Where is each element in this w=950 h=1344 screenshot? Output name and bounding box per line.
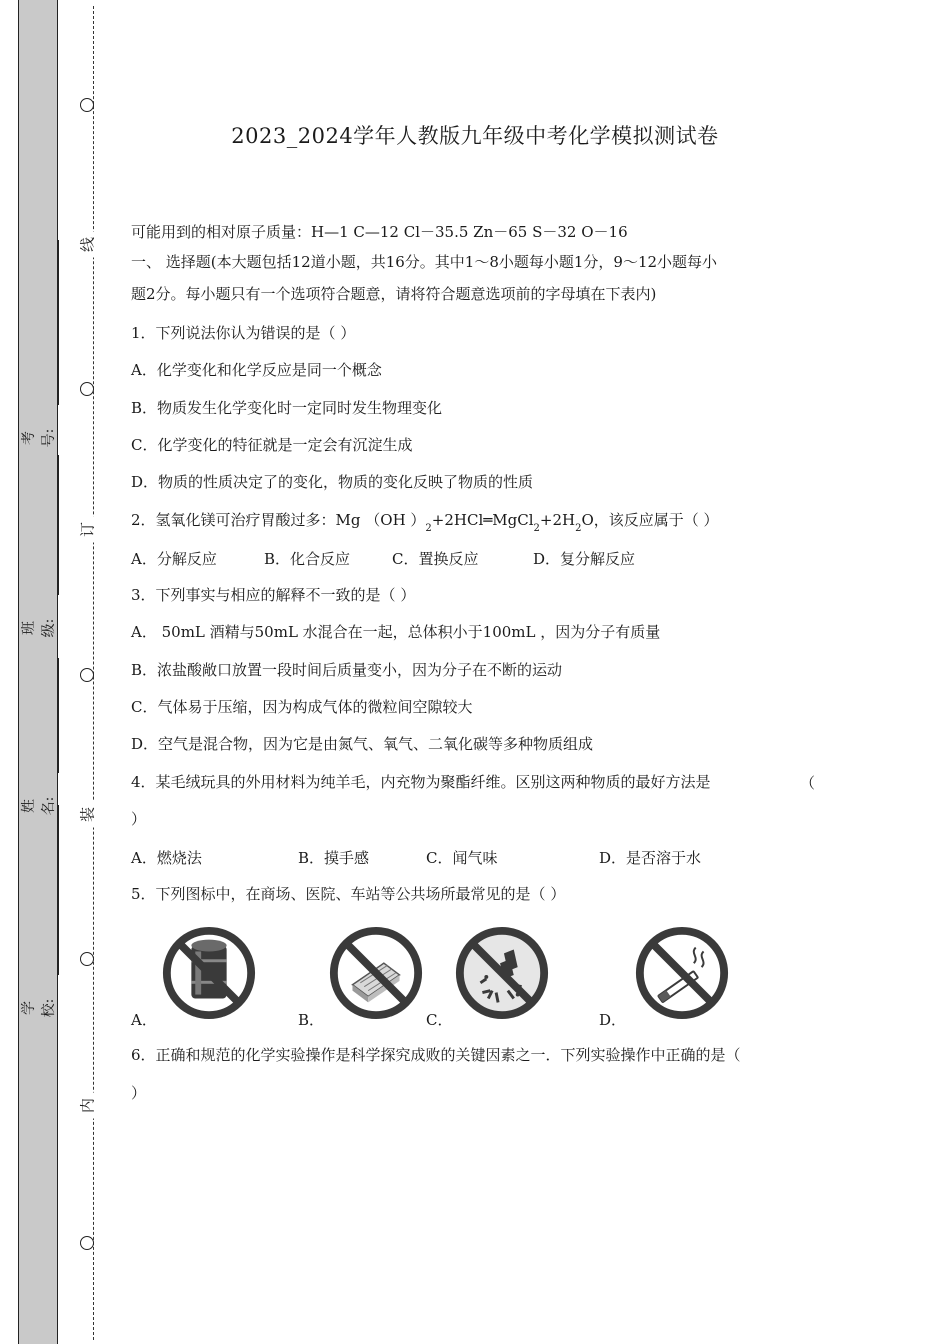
question-5-option-a: A．: [131, 1011, 157, 1029]
question-3-option-d: D．空气是混合物，因为它是由氮气、氧气、二氧化碳等多种物质组成: [131, 735, 594, 753]
question-4-paren-close: ）: [131, 810, 147, 828]
question-3-option-c: C．气体易于压缩，因为构成气体的微粒间空隙较大: [131, 698, 473, 716]
atomic-masses: 可能用到的相对原子质量：H—1 C—12 Cl－35.5 Zn－65 S－32 O－16: [131, 223, 628, 241]
question-1-option-d: D．物质的性质决定了的变化，物质的变化反映了物质的性质: [131, 473, 534, 491]
question-6-paren-close: ）: [131, 1084, 147, 1102]
class-label: 班级:: [21, 618, 57, 638]
q2-subscript: 2: [425, 523, 432, 534]
question-5-option-d: D．: [599, 1011, 627, 1029]
exam-number-label: 考号:: [21, 428, 57, 448]
question-5-stem: 5．下列图标中，在商场、医院、车站等公共场所最常见的是（ ）: [131, 885, 566, 903]
exam-number-blank[interactable]: [58, 240, 59, 405]
name-blank[interactable]: [58, 658, 59, 773]
question-6-stem: 6．正确和规范的化学实验操作是科学探究成败的关键因素之一．下列实验操作中正确的是（: [131, 1046, 741, 1064]
binding-hole: [80, 382, 94, 396]
binding-hole: [80, 952, 94, 966]
binding-char-order: 订: [77, 517, 98, 543]
question-3-option-b: B．浓盐酸敞口放置一段时间后质量变小，因为分子在不断的运动: [131, 661, 563, 679]
question-1-option-c: C．化学变化的特征就是一定会有沉淀生成: [131, 436, 413, 454]
section-instructions-line2: 题2分。每小题只有一个选项符合题意，请将符合题意选项前的字母填在下表内): [131, 285, 657, 303]
question-1-option-b: B．物质发生化学变化时一定同时发生物理变化: [131, 399, 443, 417]
question-4-paren-open: （: [800, 774, 816, 792]
question-2-stem: [131, 510, 719, 539]
school-blank[interactable]: [58, 805, 59, 975]
question-2-option-b: B．化合反应: [264, 550, 351, 568]
name-label: 姓名:: [21, 796, 57, 816]
q2-subscript: 2: [575, 523, 582, 534]
question-1-stem: 1．下列说法你认为错误的是（ ）: [131, 324, 356, 342]
question-4-option-b: B．摸手感: [298, 849, 370, 867]
binding-hole: [80, 98, 94, 112]
q2-stem-part: +2HCl═MgCl: [431, 511, 534, 529]
no-smoking-icon: [633, 924, 731, 1022]
question-2-option-c: C．置换反应: [392, 550, 479, 568]
q2-subscript: 2: [533, 523, 540, 534]
question-4-option-d: D．是否溶于水: [599, 849, 702, 867]
question-1-option-a: A．化学变化和化学反应是同一个概念: [131, 361, 382, 379]
question-5-option-c: C．: [426, 1011, 453, 1029]
question-3-option-a: A． 50mL 酒精与50mL 水混合在一起，总体积小于100mL ，因为分子有质量: [131, 623, 661, 641]
page-title: 2023_2024学年人教版九年级中考化学模拟测试卷: [231, 124, 719, 148]
question-4-option-a: A．燃烧法: [131, 849, 202, 867]
question-2-option-d: D．复分解反应: [533, 550, 636, 568]
school-label: 学校:: [21, 998, 57, 1018]
question-4-stem: 4．某毛绒玩具的外用材料为纯羊毛，内充物为聚酯纤维。区别这两种物质的最好方法是: [131, 773, 711, 791]
no-fireworks-icon: [453, 924, 551, 1022]
no-matches-icon: [327, 924, 425, 1022]
section-instructions-line1: 一、 选择题(本大题包括12道小题，共16分。其中1～8小题每小题1分，9～12小题每小: [131, 253, 718, 271]
binding-hole: [80, 668, 94, 682]
question-3-stem: 3．下列事实与相应的解释不一致的是（ ）: [131, 586, 416, 604]
binding-char-inner: 内: [77, 1093, 98, 1119]
q2-stem-part: O，该反应属于（ ）: [581, 511, 719, 529]
question-4-option-c: C．闻气味: [426, 849, 498, 867]
binding-char-line: 线: [77, 232, 98, 258]
binding-char-bind: 装: [77, 802, 98, 828]
q2-stem-part: +2H: [539, 511, 576, 529]
class-blank[interactable]: [58, 455, 59, 595]
question-2-option-a: A．分解反应: [131, 550, 217, 568]
binding-strip: [18, 0, 58, 1344]
question-5-option-b: B．: [298, 1011, 325, 1029]
binding-hole: [80, 1236, 94, 1250]
q2-stem-part: 2．氢氧化镁可治疗胃酸过多：Mg （OH ）: [131, 511, 426, 529]
no-fuel-barrel-icon: [160, 924, 258, 1022]
